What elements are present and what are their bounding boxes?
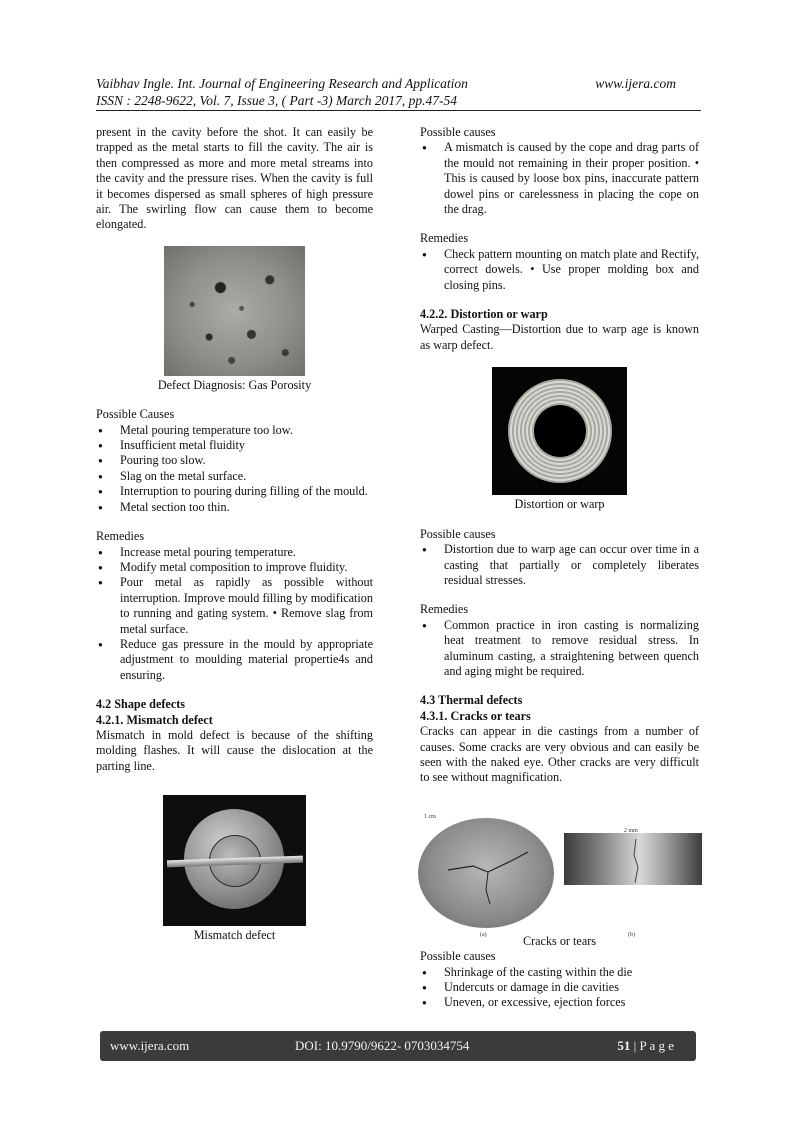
section-label: Possible causes: [420, 526, 496, 541]
list-item: ● Common practice in iron casting is normalizing heat treatment to remove residual stress. In aluminum casting, a straightening between quench and aging might be required.: [420, 618, 699, 680]
warp-defect-image: [492, 367, 627, 495]
crack-image-a: [418, 808, 558, 936]
figure-caption: Distortion or warp: [514, 497, 605, 512]
list-item: ● Uneven, or excessive, ejection forces: [420, 995, 699, 1010]
section-label: Remedies: [420, 602, 469, 617]
cracks-figure: [418, 808, 708, 936]
page-number: [617, 1038, 674, 1054]
list-item: ● Pour metal as rapidly as possible without interruption. Improve mould filling by modification to running and gating system. • Remove slag from metal surface.: [96, 575, 373, 637]
list-item: ● Distortion due to warp age can occur over time in a casting that partially or completely liberates residual stresses.: [420, 542, 699, 588]
causes-list: [96, 423, 373, 515]
footer-url[interactable]: www.ijera.com: [110, 1038, 190, 1053]
list-item: ● Check pattern mounting on match plate and Rectify, correct dowels. • Use proper molding box and closing pins.: [420, 247, 699, 293]
left-column: [96, 125, 373, 944]
subsection-heading: 4.3.1. Cracks or tears: [420, 708, 531, 723]
list-item: ● Shrinkage of the casting within the die: [420, 965, 699, 980]
list-item: ● Insufficient metal fluidity: [96, 438, 373, 453]
issn-line: ISSN : 2248-9622, Vol. 7, Issue 3, ( Part -3) March 2017, pp.47-54: [96, 93, 457, 108]
section-heading: 4.3 Thermal defects: [420, 693, 523, 708]
section-label: Possible causes: [420, 125, 496, 139]
panel-label: (b): [628, 931, 635, 938]
causes-list: [420, 965, 699, 1011]
page-word: | P a g e: [630, 1038, 674, 1053]
panel-label: (a): [480, 931, 487, 938]
header-rule: [96, 110, 701, 111]
list-item: ● Metal pouring temperature too low.: [96, 423, 373, 438]
list-item: ● Interruption to pouring during filling of the mould.: [96, 484, 373, 499]
section-heading: 4.2 Shape defects: [96, 697, 186, 712]
list-item: ● Pouring too slow.: [96, 453, 373, 468]
figure-caption: Cracks or tears: [522, 933, 597, 948]
mismatch-defect-image: [163, 795, 306, 926]
journal-citation: Vaibhav Ingle. Int. Journal of Engineering Research and Application: [96, 76, 468, 91]
subsection-heading: 4.2.1. Mismatch defect: [96, 712, 213, 727]
remedies-list: [420, 618, 699, 680]
mismatch-paragraph: Mismatch in mold defect is because of the shifting molding flashes. It will cause the dislocation at the parting line.: [96, 727, 373, 773]
right-column: [420, 125, 699, 1011]
list-item: ● Reduce gas pressure in the mould by appropriate adjustment to moulding material propertie4s and ensuring.: [96, 637, 373, 683]
section-label: Possible Causes: [96, 407, 175, 422]
list-item: ● Slag on the metal surface.: [96, 469, 373, 484]
causes-list: [420, 542, 699, 588]
journal-url[interactable]: www.ijera.com: [595, 76, 676, 91]
intro-paragraph: present in the cavity before the shot. It can easily be trapped as the metal starts to fill the cavity. The air is then compressed as more and more metal streams into the cavity and the pressure rises. When the cavity is full it becomes dispersed as small spheres of high pressure air. The swirling flow can cause them to become elongated.: [96, 125, 373, 232]
figure-caption: Defect Diagnosis: Gas Porosity: [157, 377, 312, 392]
causes-list: [420, 140, 699, 217]
figure-caption: Mismatch defect: [193, 928, 276, 943]
remedies-list: [96, 545, 373, 684]
page-num: 51: [617, 1038, 631, 1053]
cracks-paragraph: Cracks can appear in die castings from a number of causes. Some cracks are very obvious and can easily be seen with the naked eye. Other cracks are very difficult to see without magnification.: [420, 724, 699, 785]
scale-label: 2 mm: [624, 827, 638, 834]
crack-lines: [418, 808, 554, 936]
list-item: ● Increase metal pouring temperature.: [96, 545, 373, 560]
section-label: Remedies: [420, 231, 469, 246]
list-item: ● A mismatch is caused by the cope and drag parts of the mould not remaining in their proper position. • This is caused by loose box pins, inaccurate pattern dowel pins or carelessness in placing the cope on the drag.: [420, 140, 699, 217]
distortion-paragraph: Warped Casting—Distortion due to warp age is known as warp defect.: [420, 322, 699, 352]
section-label: Remedies: [96, 529, 145, 544]
remedies-list: [420, 247, 699, 293]
list-item: ● Metal section too thin.: [96, 500, 373, 515]
list-item: ● Undercuts or damage in die cavities: [420, 980, 699, 995]
crack-image-b: [564, 833, 702, 885]
list-item: ● Modify metal composition to improve fluidity.: [96, 560, 373, 575]
scale-label: 1 cm: [424, 813, 436, 820]
page-footer: [100, 1031, 696, 1061]
running-header: [96, 75, 702, 109]
section-label: Possible causes: [420, 949, 496, 964]
subsection-heading: 4.2.2. Distortion or warp: [420, 307, 548, 322]
footer-doi: DOI: 10.9790/9622- 0703034754: [295, 1038, 470, 1053]
gas-porosity-image: [164, 246, 305, 376]
